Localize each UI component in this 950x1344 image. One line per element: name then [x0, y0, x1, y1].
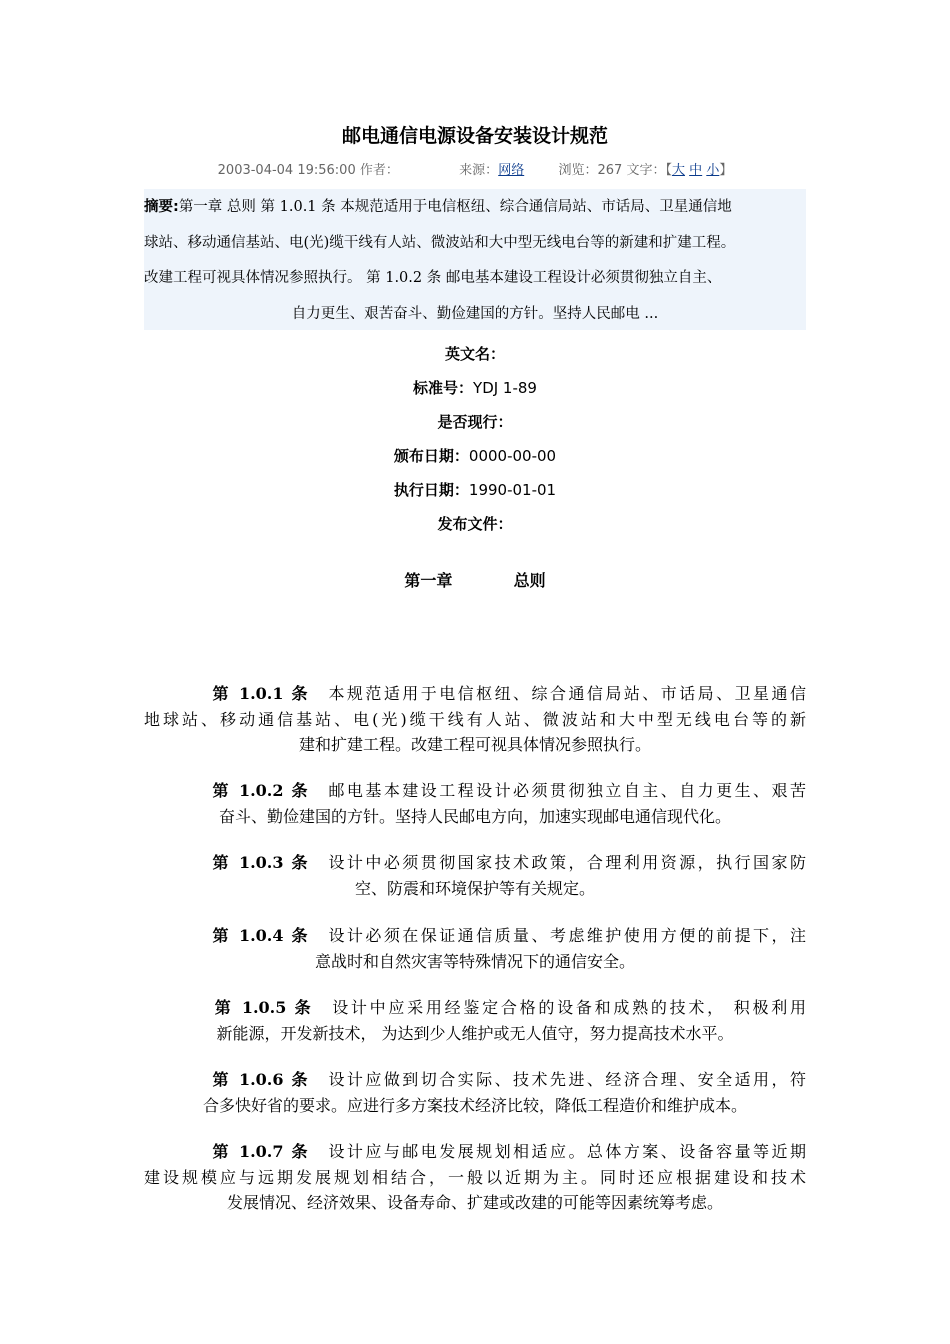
article-number: 第 1.0.2 条 — [210, 781, 310, 800]
source-label: 来源： — [459, 163, 499, 178]
article-number: 第 1.0.3 条 — [210, 853, 310, 872]
chapter-name: 总则 — [513, 571, 546, 590]
views-label: 浏览： — [558, 163, 598, 178]
text-size-label: 文字： — [626, 163, 666, 178]
publish-datetime: 2003-04-04 19:56:00 — [217, 163, 356, 178]
article-1-0-5: 第 1.0.5 条 设计中应采用经鉴定合格的设备和成熟的技术， 积极利用 新能源，开发新技术， 为达到少人维护或无人值守，努力提高技术水平。 — [212, 998, 806, 1043]
summary-line-4: 自力更生、艰苦奋斗、勤俭建国的方针。坚持人民邮电 ... — [291, 305, 659, 322]
document-title: 邮电通信电源设备安装设计规范 — [341, 125, 608, 147]
font-size-medium-link[interactable]: 中 — [689, 163, 703, 178]
article-number: 第 1.0.1 条 — [210, 684, 310, 703]
chapter-heading — [144, 568, 806, 594]
meta-line — [144, 160, 806, 182]
field-standard-number: 标准号：YDJ 1-89 — [413, 379, 537, 397]
article-1-0-6: 第 1.0.6 条 设计应做到切合实际、技术先进、经济合理、安全适用，符 合多快好省的要求。应进行多方案技术经济比较，降低工程造价和维护成本。 — [202, 1070, 806, 1115]
field-english-name: 英文名： — [444, 345, 505, 363]
article-number: 第 1.0.6 条 — [210, 1070, 310, 1089]
summary-line-3: 改建工程可视具体情况参照执行。 第 1.0.2 条 邮电基本建设工程设计必须贯彻独立自主、 — [144, 270, 722, 286]
summary-box — [144, 189, 806, 330]
bracket-close: 】 — [719, 163, 733, 178]
article-number: 第 1.0.7 条 — [210, 1142, 310, 1161]
author-label: 作者： — [359, 163, 399, 178]
article-1-0-1: 第 1.0.1 条 本规范适用于电信枢纽、综合通信局站、市话局、卫星通信 地球站、移动通信基站、电(光)缆干线有人站、微波站和大中型无线电台等的新 建和扩建工程。改建工程可视具体情况参照执行。 — [144, 684, 806, 754]
article-number: 第 1.0.5 条 — [212, 998, 314, 1017]
summary-label: 摘要: — [144, 199, 179, 215]
article-1-0-3: 第 1.0.3 条 设计中必须贯彻国家技术政策，合理利用资源，执行国家防 空、防震和环境保护等有关规定。 — [210, 853, 806, 898]
article-number: 第 1.0.4 条 — [210, 926, 310, 945]
article-1-0-7: 第 1.0.7 条 设计应与邮电发展规划相适应。总体方案、设备容量等近期 建设规模应与远期发展规划相结合，一般以近期为主。同时还应根据建设和技术 发展情况、经济效果、设备寿命、扩建或改建的可能等因素统筹考虑。 — [144, 1142, 806, 1212]
article-1-0-2: 第 1.0.2 条 邮电基本建设工程设计必须贯彻独立自主、自力更生、艰苦 奋斗、勤俭建国的方针。坚持人民邮电方向，加速实现邮电通信现代化。 — [210, 781, 806, 826]
summary-line-2: 球站、移动通信基站、电(光)缆干线有人站、微波站和大中型无线电台等的新建和扩建工程。 — [144, 234, 736, 251]
field-is-current: 是否现行： — [437, 413, 513, 431]
views-count: 267 — [597, 163, 623, 178]
article-1-0-4: 第 1.0.4 条 设计必须在保证通信质量、考虑维护使用方便的前提下，注 意战时和自然灾害等特殊情况下的通信安全。 — [210, 926, 806, 971]
field-effective-date: 执行日期：1990-01-01 — [393, 481, 557, 499]
bracket-open: 【 — [665, 163, 672, 178]
font-size-large-link[interactable]: 大 — [672, 163, 686, 178]
font-size-small-link[interactable]: 小 — [706, 163, 720, 178]
chapter-number: 第一章 — [404, 571, 453, 590]
summary-line-1: 摘要:第一章 总则 第 1.0.1 条 本规范适用于电信枢纽、综合通信局站、市话局、卫星通信地 — [144, 199, 732, 215]
source-link[interactable]: 网络 — [498, 163, 525, 178]
field-release-document: 发布文件： — [437, 515, 513, 533]
field-issue-date: 颁布日期：0000-00-00 — [393, 447, 557, 465]
